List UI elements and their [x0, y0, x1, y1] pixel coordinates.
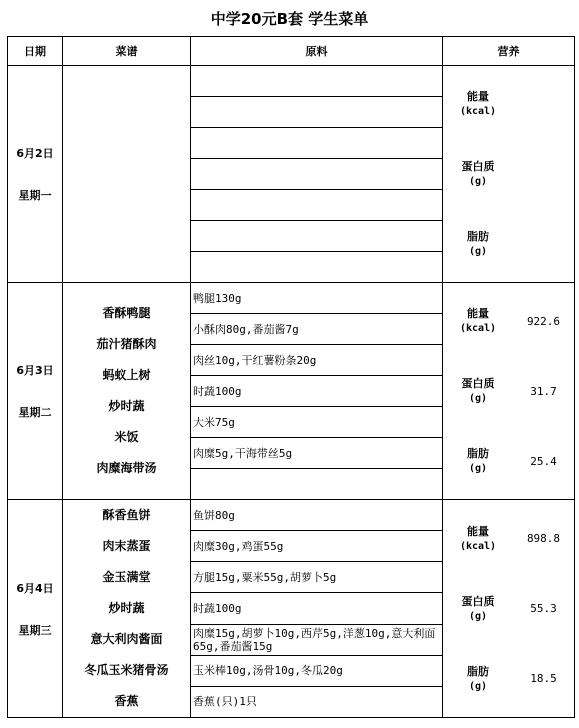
ingredient-cell: 时蔬100g	[191, 593, 443, 624]
day-weekday: 星期二	[18, 406, 52, 419]
ingredient-cell: 肉糜15g,胡萝卜10g,西芹5g,洋葱10g,意大利面65g,番茄酱15g	[191, 624, 443, 655]
dish-name: 意大利肉酱面	[90, 632, 163, 646]
dishes-cell	[63, 283, 191, 500]
nutrition-label: 脂肪	[467, 230, 489, 243]
dish-name: 茄汁猪酥肉	[96, 337, 157, 351]
dish-name: 炒时蔬	[108, 601, 145, 615]
dish-name: 酥香鱼饼	[102, 508, 151, 522]
ingredient-cell	[191, 469, 443, 500]
nutrition-value: 31.7	[530, 384, 557, 398]
dish-name: 金玉满堂	[102, 570, 151, 584]
nutrition-label: 能量	[467, 524, 489, 538]
ingredient-cell: 时蔬100g	[191, 376, 443, 407]
ingredient-cell: 方腿15g,粟米55g,胡萝卜5g	[191, 562, 443, 593]
nutrition-label: 能量	[467, 307, 489, 320]
nutrition-fat	[443, 426, 574, 496]
ingredient-cell	[191, 159, 443, 190]
nutrition-value: 898.8	[526, 532, 561, 545]
day-weekday: 星期三	[18, 623, 52, 637]
table-row	[8, 500, 575, 531]
dishes-cell	[63, 66, 191, 283]
nutrition-protein	[443, 356, 574, 426]
nutrition-unit: (g)	[468, 610, 488, 622]
header-nutrition: 营养	[443, 37, 575, 66]
header-row	[8, 37, 575, 66]
ingredient-cell	[191, 221, 443, 252]
nutrition-label: 蛋白质	[461, 160, 495, 173]
nutrition-unit: (kcal)	[459, 323, 497, 334]
table-row	[8, 283, 575, 314]
dish-name: 肉糜海带汤	[96, 461, 157, 475]
ingredient-cell	[191, 128, 443, 159]
nutrition-value: 18.5	[530, 672, 557, 685]
nutrition-value: 55.3	[530, 602, 557, 615]
menu-body	[8, 66, 575, 718]
nutrition-unit: (g)	[468, 246, 488, 257]
nutrition-label: 蛋白质	[461, 377, 495, 390]
nutrition-value: 922.6	[526, 314, 561, 328]
nutrition-energy	[443, 69, 574, 139]
day-date: 6月3日	[16, 364, 54, 377]
nutrition-label: 脂肪	[467, 447, 489, 460]
dish-name: 米饭	[114, 430, 139, 444]
nutrition-label: 蛋白质	[461, 594, 495, 608]
nutrition-cell	[443, 283, 575, 500]
nutrition-label: 能量	[467, 90, 489, 103]
nutrition-label: 脂肪	[467, 664, 489, 678]
day-date: 6月4日	[16, 581, 54, 595]
ingredient-cell: 肉糜5g,干海带丝5g	[191, 438, 443, 469]
ingredient-cell: 大米75g	[191, 407, 443, 438]
nutrition-cell	[443, 66, 575, 283]
nutrition-energy	[443, 504, 574, 574]
nutrition-cell	[443, 500, 575, 718]
menu-table	[7, 36, 575, 718]
ingredient-cell: 鱼饼80g	[191, 500, 443, 531]
day-weekday: 星期一	[18, 189, 52, 202]
nutrition-unit: (g)	[468, 463, 488, 474]
dishes-cell	[63, 500, 191, 718]
dish-name: 香酥鸭腿	[102, 306, 151, 320]
ingredient-cell	[191, 190, 443, 221]
ingredient-cell	[191, 66, 443, 97]
ingredient-cell: 玉米棒10g,汤骨10g,冬瓜20g	[191, 655, 443, 686]
ingredient-cell: 肉丝10g,干红薯粉条20g	[191, 345, 443, 376]
header-ingredients: 原料	[191, 37, 443, 66]
nutrition-fat	[443, 209, 574, 279]
header-date: 日期	[8, 37, 63, 66]
page-title: 中学20元B套 学生菜单	[210, 10, 369, 28]
nutrition-fat	[443, 644, 574, 714]
header-dishes: 菜谱	[63, 37, 191, 66]
date-cell	[8, 66, 63, 283]
nutrition-protein	[443, 139, 574, 209]
nutrition-unit: (g)	[468, 680, 488, 692]
date-cell	[8, 500, 63, 718]
dish-name: 蚂蚁上树	[102, 368, 151, 382]
ingredient-cell: 小酥肉80g,番茄酱7g	[191, 314, 443, 345]
ingredient-cell: 鸭腿130g	[191, 283, 443, 314]
nutrition-unit: (g)	[468, 393, 488, 404]
day-date: 6月2日	[16, 147, 54, 160]
nutrition-unit: (kcal)	[459, 540, 497, 552]
nutrition-energy	[443, 286, 574, 356]
table-row	[8, 66, 575, 97]
ingredient-cell: 香蕉(只)1只	[191, 686, 443, 717]
dish-name: 炒时蔬	[108, 399, 145, 413]
dish-name: 肉末蒸蛋	[102, 539, 151, 553]
date-cell	[8, 283, 63, 500]
ingredient-cell: 肉糜30g,鸡蛋55g	[191, 531, 443, 562]
ingredient-cell	[191, 97, 443, 128]
nutrition-value: 25.4	[530, 454, 557, 468]
nutrition-unit: (kcal)	[459, 106, 497, 117]
nutrition-protein	[443, 574, 574, 644]
nutrition-unit: (g)	[468, 176, 488, 187]
dish-name: 冬瓜玉米猪骨汤	[84, 663, 169, 677]
dish-name: 香蕉	[114, 694, 139, 708]
ingredient-cell	[191, 252, 443, 283]
